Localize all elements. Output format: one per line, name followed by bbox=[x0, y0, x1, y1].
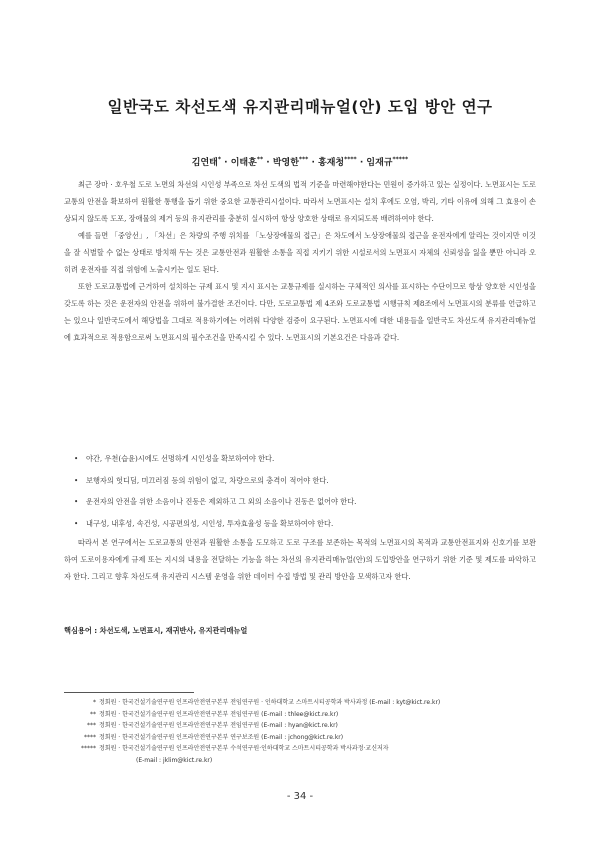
author-mark: ***** bbox=[392, 156, 409, 163]
closing-text bbox=[64, 534, 536, 585]
list-item bbox=[74, 491, 536, 513]
list-item-text: 야간, 우천(습윤)시에도 선명하게 시인성을 확보하여야 한다. bbox=[86, 454, 275, 463]
list-item bbox=[74, 470, 536, 492]
bullet-icon: • bbox=[74, 518, 79, 528]
body-text bbox=[64, 176, 536, 346]
bullet-icon: • bbox=[74, 454, 79, 463]
footnote bbox=[64, 697, 544, 709]
footnote bbox=[64, 709, 544, 721]
author-name: 임재규 bbox=[366, 158, 393, 168]
footnote bbox=[64, 732, 544, 744]
body-paragraph: 최근 장마 · 호우철 도로 노면의 차선의 시인성 부족으로 차선 도색의 법적 기준을 마련해야한다는 민원이 증가하고 있는 실정이다. 노면표시는 도로교통의 안전을 확보하여 원활한 통행을 돕기 위한 중요한 교통관리시설이다. 따라서 노면표시는 설치 후에도 오염, 박리, 기타 이유에 의해 그 효용이 손상되지 않도록 도포, 장애물의 제거 등의 유지관리를 충분히 실시하여 항상 양호한 상태로 유지되도록 배려하여야 한다. bbox=[64, 180, 536, 223]
bullet-icon: • bbox=[74, 475, 79, 485]
author-name: 박영한 bbox=[272, 158, 299, 168]
footnote-email: (E-mail : jklim@kict.re.kr) bbox=[136, 756, 213, 764]
author-mark: ** bbox=[256, 156, 264, 163]
footnote bbox=[64, 720, 544, 732]
author-separator: · bbox=[224, 158, 228, 168]
footnote-mark: * bbox=[93, 699, 96, 706]
author-name: 이태훈 bbox=[230, 158, 257, 168]
list-item-text: 보행자의 헛디딤, 미끄러짐 등의 위험이 없고, 차량으로의 충격이 적어야 한다. bbox=[86, 475, 329, 485]
body-paragraph: 또한 도로교통법에 근거하여 설치하는 규제 표시 및 지시 표시는 교통규제를 실시하는 구체적인 의사를 표시하는 수단이므로 항상 양호한 시인성을 갖도록 하는 것은 운전자의 안전을 위하여 불가결한 조건이다. 다만, 도로교통법 제 4조와 도로교통법 시행규칙 제8조에서 노면표시의 분류를 언급하고는 있으나 일반국도에서 해당법을 그대로 적용하기에는 어려워 다양한 검증이 요구된다. 노면표시에 대한 내용들을 일반국도 차선도색 유지관리매뉴얼에 효과적으로 적용함으로써 노면표시의 필수조건을 만족시킬 수 있다. 노면표시의 기본요건은 다음과 같다. bbox=[64, 282, 536, 342]
footnote-text: 정회원 · 한국건설기술연구원 인프라안전연구본부 전임연구원 · 인하대학교 스마트시티공학과 박사과정 (E-mail : kyt@kict.re.kr) bbox=[99, 699, 441, 706]
author-line bbox=[0, 155, 600, 168]
page-number: - 34 - bbox=[286, 791, 314, 802]
footnote bbox=[64, 743, 544, 766]
footnote-text: 정회원 · 한국건설기술연구원 인프라안전연구본부 전임연구원 (E-mail : hyan@kict.re.kr) bbox=[99, 722, 338, 729]
list-item bbox=[74, 448, 536, 470]
footnote-text: 정회원 · 한국건설기술연구원 인프라안전연구본부 수석연구원·인하대학교 스마트시티공학과 박사과정·교신저자 bbox=[99, 745, 389, 752]
author-separator: · bbox=[311, 158, 315, 168]
footnote-mark: **** bbox=[84, 733, 96, 741]
footnotes bbox=[64, 697, 544, 766]
list-item-text: 내구성, 내후성, 속건성, 시공편의성, 시인성, 투자효율성 등을 확보하여야 한다. bbox=[86, 518, 334, 528]
footnote-divider bbox=[64, 692, 194, 693]
author-mark: * bbox=[217, 156, 222, 163]
bullet-icon: • bbox=[74, 497, 79, 506]
footnote-text: 정회원 · 한국건설기술연구원 인프라안전연구본부 전임연구원 (E-mail : thlee@kict.re.kr) bbox=[99, 710, 339, 718]
footnote-mark: ** bbox=[90, 710, 96, 718]
author-separator: · bbox=[266, 158, 270, 168]
footnote-text: 정회원 · 한국건설기술연구원 인프라안전연구본부 연구보조원 (E-mail : jchong@kict.re.kr) bbox=[99, 733, 344, 741]
requirements-list bbox=[74, 448, 536, 534]
body-paragraph: 따라서 본 연구에서는 도로교통의 안전과 원활한 소통을 도모하고 도로 구조를 보존하는 목적의 노면표시의 목적과 교통안전표지와 신호기를 보완하여 도로이용자에게 규제 또는 지시의 내용을 전달하는 기능을 하는 차선의 유지관리매뉴얼(안)의 도입방안을 연구하기 위한 기준 및 제도를 파악하고자 한다. 그리고 향후 차선도색 유지관리 시스템 운영을 위한 데이터 수집 방법 및 관리 방안을 모색하고자 한다. bbox=[64, 538, 536, 581]
footnote-mark: *** bbox=[87, 722, 96, 729]
author-mark: **** bbox=[344, 156, 357, 163]
keywords: 핵심용어 : 차선도색, 노면표시, 재귀반사, 유지관리매뉴얼 bbox=[64, 626, 248, 635]
body-paragraph: 예를 들면 「중앙선」, 「차선」은 차량의 주행 위치를 「노상장애물의 접근」은 차도에서 노상장애물의 접근을 운전자에게 알리는 것이지만 이것을 잘 식별할 수 없는 상태로 방치해 두는 것은 교통안전과 원활한 소통을 직접 지키기 위한 시설로서의 노면표시 자체의 신뢰성을 잃을 뿐만 아니라 오히려 운전자를 직접 위험에 노출시키는 일도 된다. bbox=[64, 231, 536, 274]
author-mark: *** bbox=[298, 156, 309, 163]
list-item bbox=[74, 513, 536, 535]
paper-title: 일반국도 차선도색 유지관리매뉴얼(안) 도입 방안 연구 bbox=[107, 98, 493, 116]
author-name: 홍재청 bbox=[318, 158, 345, 168]
list-item-text: 운전자의 안전을 위한 소음이나 진동은 제외하고 그 외의 소음이나 진동은 없어야 한다. bbox=[86, 497, 357, 506]
author-separator: · bbox=[359, 158, 364, 168]
author-name: 김연태 bbox=[191, 158, 218, 168]
footnote-mark: ***** bbox=[81, 745, 96, 752]
